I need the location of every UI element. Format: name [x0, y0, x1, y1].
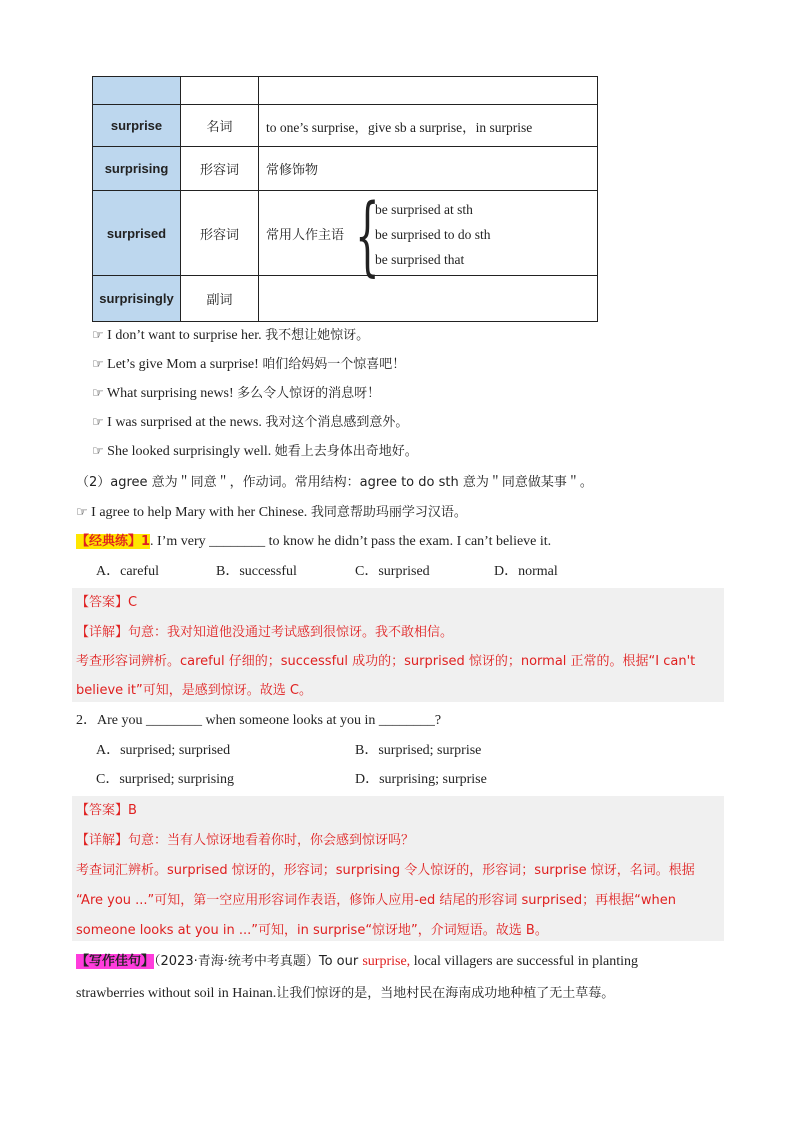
table-row — [93, 77, 598, 105]
table-cell-pos: 名词 — [181, 105, 259, 147]
example-item — [92, 414, 408, 432]
option-b: B．successful — [216, 564, 297, 579]
example-zh: 我对这个消息感到意外。 — [265, 415, 409, 430]
answer-detail: 【详解】句意：我对知道他没通过考试感到很惊讶。我不敢相信。 — [76, 625, 454, 640]
pattern-item: be surprised to do sth — [375, 227, 491, 242]
table-row — [93, 105, 598, 147]
pointing-hand-icon: ☞ — [92, 444, 104, 459]
table-cell-pos: 副词 — [181, 276, 259, 322]
table-cell-word — [93, 77, 181, 105]
pointing-hand-icon: ☞ — [92, 357, 104, 372]
table-cell-use: 常修饰物 — [259, 147, 598, 191]
question-tag: 【经典练】1 — [76, 534, 151, 549]
pointing-hand-icon: ☞ — [92, 328, 104, 343]
pattern-list — [375, 197, 491, 272]
curly-brace-icon: { — [355, 186, 380, 286]
vocab-table — [92, 76, 598, 322]
answer-detail: 考查词汇辨析。surprised 惊讶的，形容词；surprising 令人惊讶的，形容词；surprise 惊讶，名词。根据 — [76, 863, 695, 878]
answer-label: 【答案】B — [76, 803, 137, 818]
table-cell-use — [259, 276, 598, 322]
answer-label: 【答案】C — [76, 595, 138, 610]
example-en: I was surprised at the news. — [107, 415, 262, 430]
writing-text: local villagers are successful in planting — [410, 954, 639, 969]
table-cell-use — [259, 77, 598, 105]
table-cell-word: surprised — [93, 191, 181, 276]
writing-tag: 【写作佳句】 — [76, 954, 155, 969]
example-en: I don’t want to surprise her. — [107, 328, 262, 343]
usage-note: 常用人作主语 — [266, 227, 345, 243]
writing-line-2 — [76, 985, 614, 1003]
table-cell-word: surprising — [93, 147, 181, 191]
option-d: D．surprising; surprise — [355, 772, 487, 787]
example-zh: 咱们给妈妈一个惊喜吧！ — [262, 357, 406, 372]
option-b: B．surprised; surprise — [355, 743, 482, 758]
example-item — [92, 356, 405, 374]
answer-detail: “Are you ...”可知，第一空应用形容词作表语，修饰人应用-ed 结尾的形容词 surprised；再根据“when — [76, 893, 676, 908]
table-cell-word: surprise — [93, 105, 181, 147]
example-en: Let’s give Mom a surprise! — [107, 357, 259, 372]
pointing-hand-icon: ☞ — [76, 505, 88, 520]
writing-source: （2023·青海·统考中考真题）To our — [154, 954, 363, 969]
table-cell-use: to one’s surprise，give sb a surprise，in surprise — [259, 105, 598, 147]
table-cell-pos — [181, 77, 259, 105]
pattern-item: be surprised that — [375, 252, 465, 267]
table-row — [93, 147, 598, 191]
table-cell-pos: 形容词 — [181, 147, 259, 191]
example-zh: 我同意帮助玛丽学习汉语。 — [310, 505, 467, 520]
example-zh: 多么令人惊讶的消息呀！ — [237, 386, 381, 401]
agree-heading: （2）agree 意为＂同意＂，作动词。常用结构：agree to do sth 意为＂同意做某事＂。 — [76, 475, 593, 490]
example-en: I agree to help Mary with her Chinese. — [91, 505, 308, 520]
option-d: D．normal — [494, 564, 558, 579]
question-1 — [76, 533, 551, 551]
table-cell-pos: 形容词 — [181, 191, 259, 276]
writing-line-1 — [76, 953, 638, 971]
question-stem: . I’m very ________ to know he didn’t pass the exam. I can’t believe it. — [150, 534, 552, 549]
example-en: What surprising news! — [106, 386, 234, 401]
example-en: She looked surprisingly well. — [107, 444, 272, 459]
pattern-item: be surprised at sth — [375, 202, 473, 217]
question-2: 2．Are you ________ when someone looks at you in ________? — [76, 713, 442, 728]
option-a: A．careful — [96, 564, 159, 579]
example-zh: 我不想让她惊讶。 — [265, 328, 370, 343]
writing-translation: 让我们惊讶的是，当地村民在海南成功地种植了无土草莓。 — [276, 986, 615, 1001]
example-zh: 她看上去身体出奇地好。 — [274, 444, 418, 459]
answer-detail: someone looks at you in ...”可知，in surprise“惊讶地”，介词短语。故选 B。 — [76, 923, 548, 938]
example-item — [92, 327, 369, 345]
option-a: A．surprised; surprised — [96, 743, 231, 758]
answer-detail: believe it”可知，是感到惊讶。故选 C。 — [76, 683, 312, 698]
example-item — [92, 385, 380, 403]
option-c: C．surprised — [355, 564, 430, 579]
answer-detail: 考查形容词辨析。careful 仔细的；successful 成功的；surprised 惊讶的；normal 正常的。根据“I can't — [76, 654, 696, 669]
agree-example — [76, 504, 467, 522]
example-item — [92, 443, 418, 461]
answer-detail: 【详解】句意：当有人惊讶地看着你时，你会感到惊讶吗？ — [76, 833, 415, 848]
pointing-hand-icon: ☞ — [92, 386, 104, 401]
option-c: C．surprised; surprising — [96, 772, 235, 787]
writing-text: strawberries without soil in Hainan. — [76, 986, 277, 1001]
pointing-hand-icon: ☞ — [92, 415, 104, 430]
table-row — [93, 191, 598, 276]
table-cell-word: surprisingly — [93, 276, 181, 322]
table-row — [93, 276, 598, 322]
writing-highlight: surprise, — [362, 954, 411, 969]
